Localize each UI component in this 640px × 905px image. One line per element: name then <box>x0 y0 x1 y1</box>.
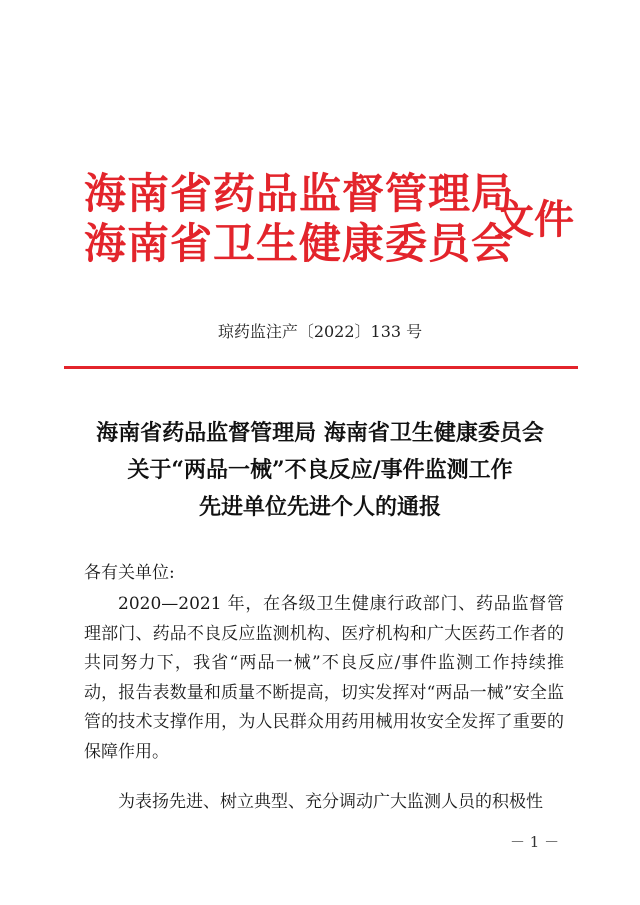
red-separator-line <box>64 366 578 369</box>
org-name-drug-administration: 海南省药品监督管理局 <box>84 169 515 218</box>
title-line-3: 先进单位先进个人的通报 <box>198 494 441 520</box>
org-name-health-commission: 海南省卫生健康委员会 <box>84 219 515 268</box>
title-line-2: 关于“两品一械”不良反应/事件监测工作 <box>127 457 513 483</box>
page-number: － 1 － <box>510 833 560 851</box>
issuing-organizations-header <box>84 170 584 280</box>
body-paragraph-1: 2020—2021 年，在各级卫生健康行政部门、药品监督管理部门、药品不良反应监测机构、医疗机构和广大医药工作者的共同努力下，我省“两品一械”不良反应/事件监测工作持续推动，报告表数量和质量不断提高，切实发挥对“两品一械”安全监管的技术支撑作用，为人民群众用药用械用妆安全发挥了重要的保障作用。 <box>84 594 564 762</box>
salutation: 各有关单位: <box>84 563 175 583</box>
title-line-1: 海南省药品监督管理局 海南省卫生健康委员会 <box>96 420 544 446</box>
document-title <box>0 415 640 526</box>
body-paragraph-2: 为表扬先进、树立典型、充分调动广大监测人员的积极性 <box>118 792 543 812</box>
document-type-label: 文件 <box>494 196 574 243</box>
document-number: 琼药监注产〔2022〕133 号 <box>217 322 423 341</box>
